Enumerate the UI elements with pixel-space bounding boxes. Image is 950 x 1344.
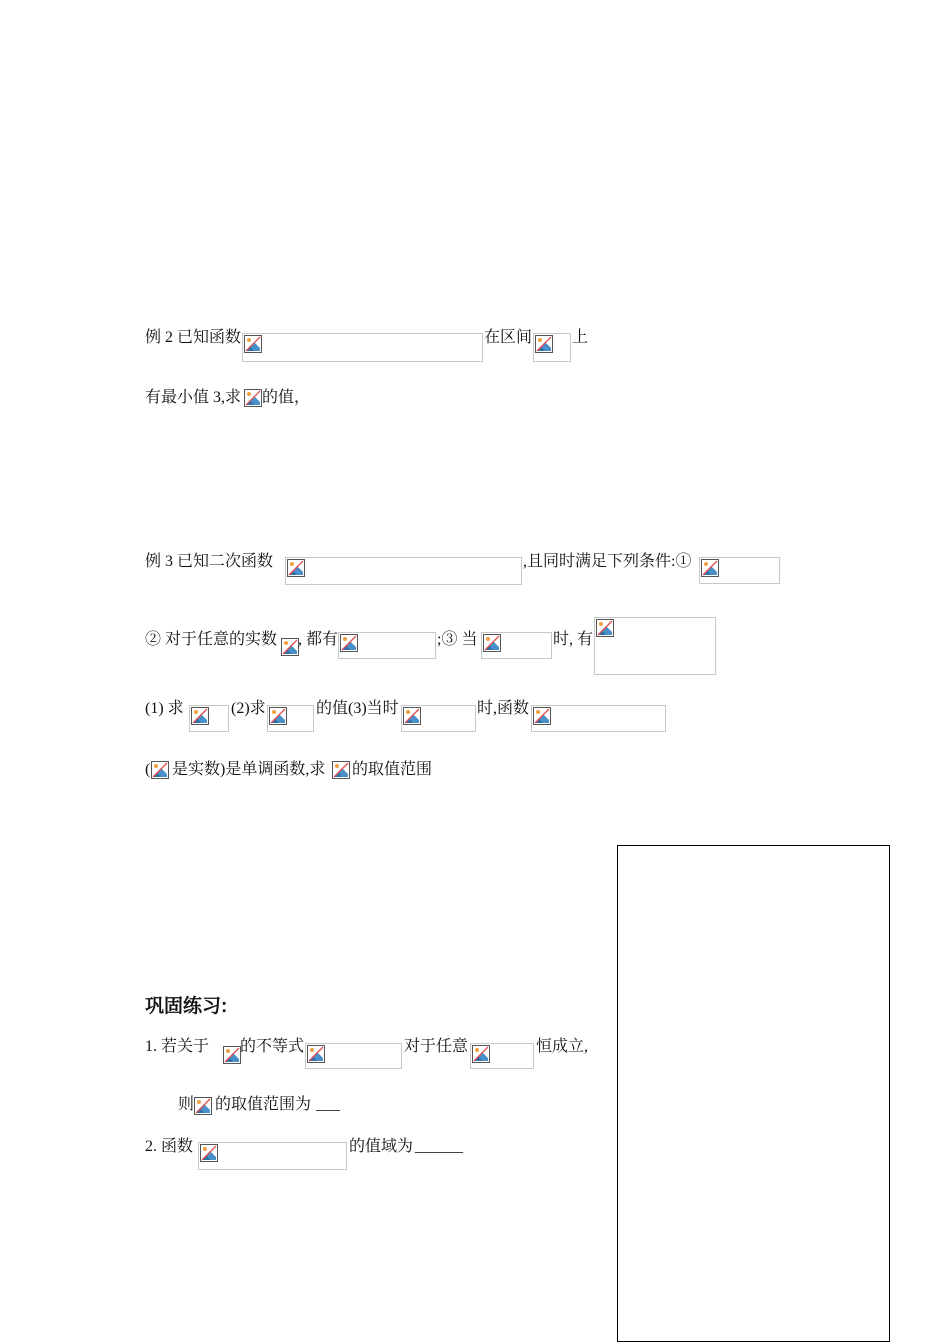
broken-image-icon: [244, 389, 262, 407]
broken-image-icon: [194, 1097, 212, 1115]
ex2-text-1: 例 2 已知函数: [145, 329, 242, 346]
ex2-text-2: 在区间: [484, 329, 533, 346]
q2-answer-blank: ______: [415, 1138, 463, 1155]
ex3-text-8: (2)求: [231, 700, 266, 717]
broken-image-icon: [281, 638, 299, 656]
ex2-text-3: 上: [572, 329, 589, 346]
formula-image: [470, 1043, 534, 1069]
broken-image-icon: [472, 1045, 490, 1063]
broken-image-icon: [701, 559, 719, 577]
broken-image-icon: [191, 707, 209, 725]
ex3-text-5: ;③ 当: [437, 631, 478, 648]
formula-image: [594, 617, 716, 675]
formula-image: [223, 1045, 241, 1065]
broken-image-icon: [244, 335, 262, 353]
q1-text-4: 恒成立,: [536, 1038, 589, 1055]
formula-image: [194, 1096, 214, 1116]
ex3-text-13: 的取值范围: [352, 761, 433, 778]
formula-image: [338, 632, 436, 659]
q1-text-1: 1. 若关于: [145, 1038, 210, 1055]
broken-image-icon: [535, 335, 553, 353]
ex3-text-1: 例 3 已知二次函数: [145, 553, 274, 570]
ex3-text-10: 时,函数: [477, 700, 530, 717]
formula-image: [285, 557, 522, 585]
ex3-text-9: 的值(3)当时: [316, 700, 399, 717]
formula-image: [151, 760, 171, 780]
formula-image: [401, 705, 476, 732]
broken-image-icon: [332, 761, 350, 779]
formula-image: [305, 1043, 402, 1069]
ex3-text-11: (: [145, 761, 151, 778]
q1-text-5: 则: [178, 1096, 195, 1113]
ex2-text-4: 有最小值 3,求: [145, 389, 242, 406]
ex3-text-6: 时, 有: [553, 631, 594, 648]
formula-image: [244, 388, 262, 408]
broken-image-icon: [340, 634, 358, 652]
formula-image: [189, 705, 229, 732]
ex2-text-5: 的值，: [262, 389, 311, 406]
formula-image: [332, 760, 352, 780]
broken-image-icon: [223, 1046, 241, 1064]
practice-heading: 巩固练习:: [145, 996, 228, 1017]
ex3-text-2: ,且同时满足下列条件:①: [523, 553, 692, 570]
side-frame: [617, 845, 890, 1342]
formula-image: [481, 632, 552, 659]
broken-image-icon: [403, 707, 421, 725]
broken-image-icon: [596, 619, 614, 637]
formula-image: [198, 1142, 347, 1170]
q2-text-1: 2. 函数: [145, 1138, 194, 1155]
formula-image: [281, 637, 299, 657]
q1-text-2: 的不等式: [240, 1038, 305, 1055]
formula-image: [267, 705, 314, 732]
ex3-text-3: ② 对于任意的实数: [145, 631, 278, 648]
formula-image: [531, 705, 666, 732]
ex3-text-4: , 都有: [298, 631, 339, 648]
formula-image: [699, 557, 780, 584]
ex3-text-12: 是实数)是单调函数,求: [172, 761, 326, 778]
q1-text-3: 对于任意: [404, 1038, 469, 1055]
q1-answer-blank: ___: [316, 1096, 340, 1113]
broken-image-icon: [483, 634, 501, 652]
broken-image-icon: [200, 1144, 218, 1162]
broken-image-icon: [151, 761, 169, 779]
broken-image-icon: [533, 707, 551, 725]
broken-image-icon: [307, 1045, 325, 1063]
broken-image-icon: [287, 559, 305, 577]
ex3-text-7: (1) 求: [145, 700, 184, 717]
broken-image-icon: [269, 707, 287, 725]
formula-image: [533, 333, 571, 362]
q1-text-6: 的取值范围为: [215, 1096, 312, 1113]
q2-text-2: 的值域为: [349, 1138, 414, 1155]
formula-image: [242, 333, 483, 362]
